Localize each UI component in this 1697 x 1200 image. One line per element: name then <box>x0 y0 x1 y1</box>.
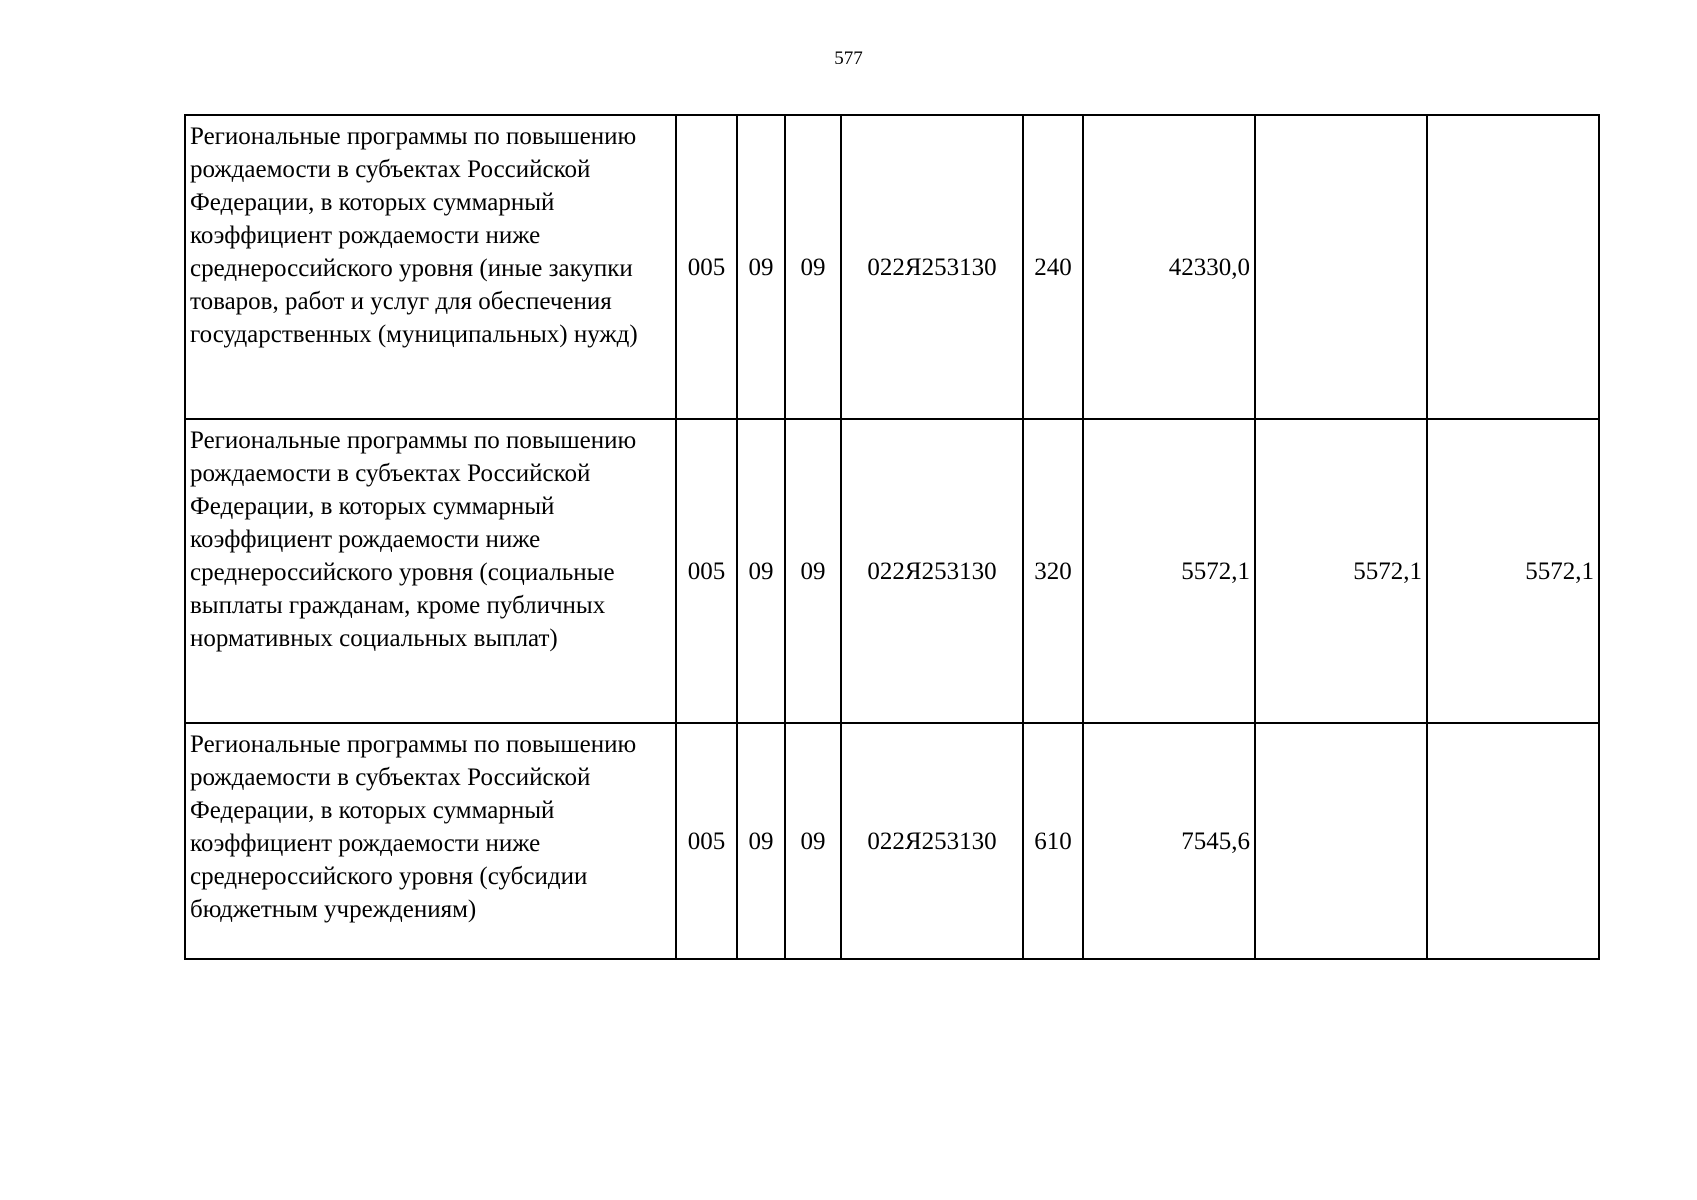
target-article-code: 022Я253130 <box>841 419 1023 723</box>
budget-table <box>184 114 1600 960</box>
table-row <box>185 723 1599 959</box>
expense-type-code: 320 <box>1023 419 1083 723</box>
amount-year-1: 7545,6 <box>1083 723 1255 959</box>
page-number: 577 <box>834 48 863 69</box>
amount-year-1: 5572,1 <box>1083 419 1255 723</box>
subsection-code: 09 <box>785 723 841 959</box>
ministry-code: 005 <box>676 723 737 959</box>
amount-year-2: 5572,1 <box>1255 419 1427 723</box>
amount-year-3 <box>1427 115 1599 419</box>
subsection-code: 09 <box>785 419 841 723</box>
amount-year-1: 42330,0 <box>1083 115 1255 419</box>
table-row <box>185 115 1599 419</box>
amount-year-2 <box>1255 723 1427 959</box>
row-description: Региональные программы по повышению рождаемости в субъектах Российской Федерации, в которых суммарный коэффициент рождаемости ниже среднероссийского уровня (социальные выплаты гражданам, кроме публичных нормативных социальных выплат) <box>185 419 676 723</box>
amount-year-3: 5572,1 <box>1427 419 1599 723</box>
target-article-code: 022Я253130 <box>841 723 1023 959</box>
section-code: 09 <box>737 723 785 959</box>
expense-type-code: 240 <box>1023 115 1083 419</box>
amount-year-3 <box>1427 723 1599 959</box>
table-row <box>185 419 1599 723</box>
amount-year-2 <box>1255 115 1427 419</box>
ministry-code: 005 <box>676 419 737 723</box>
expense-type-code: 610 <box>1023 723 1083 959</box>
target-article-code: 022Я253130 <box>841 115 1023 419</box>
section-code: 09 <box>737 115 785 419</box>
section-code: 09 <box>737 419 785 723</box>
row-description: Региональные программы по повышению рождаемости в субъектах Российской Федерации, в которых суммарный коэффициент рождаемости ниже среднероссийского уровня (субсидии бюджетным учреждениям) <box>185 723 676 959</box>
subsection-code: 09 <box>785 115 841 419</box>
ministry-code: 005 <box>676 115 737 419</box>
row-description: Региональные программы по повышению рождаемости в субъектах Российской Федерации, в которых суммарный коэффициент рождаемости ниже среднероссийского уровня (иные закупки товаров, работ и услуг для обеспечения государственных (муниципальных) нужд) <box>185 115 676 419</box>
